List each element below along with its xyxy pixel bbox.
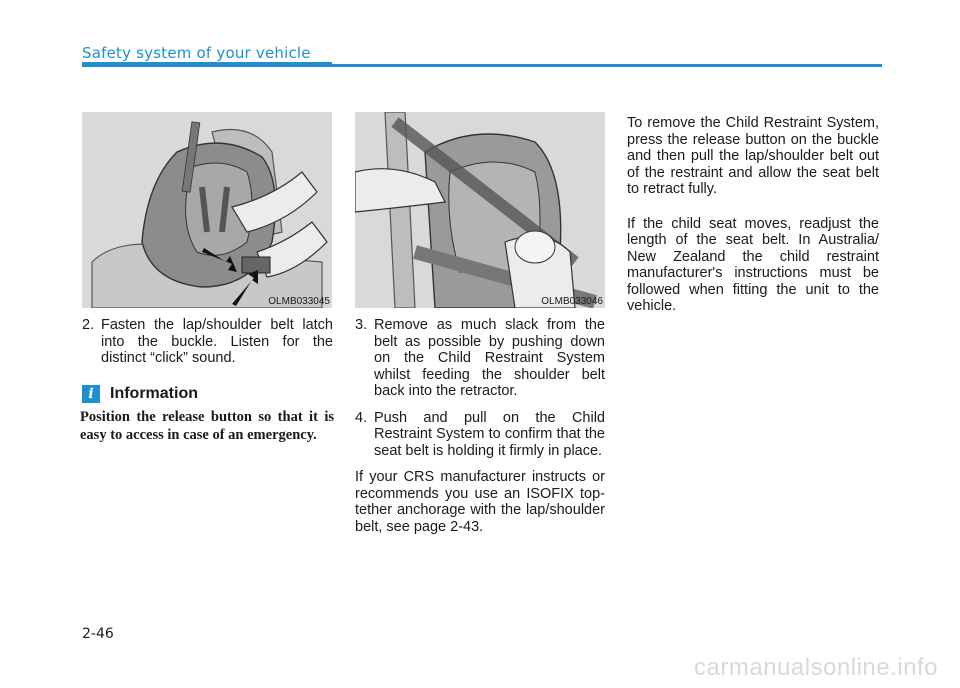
remove-crs-paragraph: To remove the Child Restraint System, press the release button on the buckle and then pull the lap/shoulder belt out of the restraint and allow the seat belt to retract fully.: [627, 115, 879, 197]
section-title: Safety system of your vehicle: [82, 44, 311, 62]
step-4: [355, 410, 605, 460]
header-rule-accent: [82, 62, 332, 67]
step-3: [355, 317, 605, 400]
information-body: Position the release button so that it is easy to access in case of an emergency.: [80, 409, 334, 443]
information-icon: i: [82, 385, 100, 403]
child-seat-buckle-illustration: [82, 112, 332, 308]
step-text: Remove as much slack from the belt as possible by pushing down on the Child Restraint System whilst feeding the shoulder belt back into the retractor.: [374, 317, 605, 399]
seat-belt-slack-illustration: [355, 112, 605, 308]
figure-code: OLMB033046: [541, 296, 603, 307]
information-title: Information: [110, 385, 198, 402]
column-1: [82, 317, 333, 377]
step-text: Fasten the lap/shoulder belt latch into the buckle. Listen for the distinct “click” sound.: [101, 317, 333, 366]
readjust-paragraph: If the child seat moves, readjust the length of the seat belt. In Australia/ New Zealand the child restraint manufacturer's instructions must be followed when fitting the unit to the vehicle.: [627, 215, 879, 314]
figure-code: OLMB033045: [268, 296, 330, 307]
watermark: carmanualsonline.info: [694, 654, 938, 681]
step-number: 2.: [82, 317, 95, 333]
column-2: [355, 317, 605, 553]
isofix-paragraph: If your CRS manufacturer instructs or recommends you use an ISOFIX top-tether anchorage with the lap/shoulder belt, see page 2-43.: [355, 469, 605, 535]
step-number: 3.: [355, 317, 368, 333]
step-2: [82, 317, 333, 367]
step-number: 4.: [355, 409, 368, 426]
step-text: Push and pull on the Child Restraint System to confirm that the seat belt is holding it firmly in place.: [374, 409, 605, 459]
page-number: 2-46: [82, 626, 114, 642]
column-3: [627, 115, 879, 333]
figure-remove-slack: [355, 112, 605, 308]
information-header: [82, 385, 198, 403]
figure-fasten-buckle: [82, 112, 332, 308]
